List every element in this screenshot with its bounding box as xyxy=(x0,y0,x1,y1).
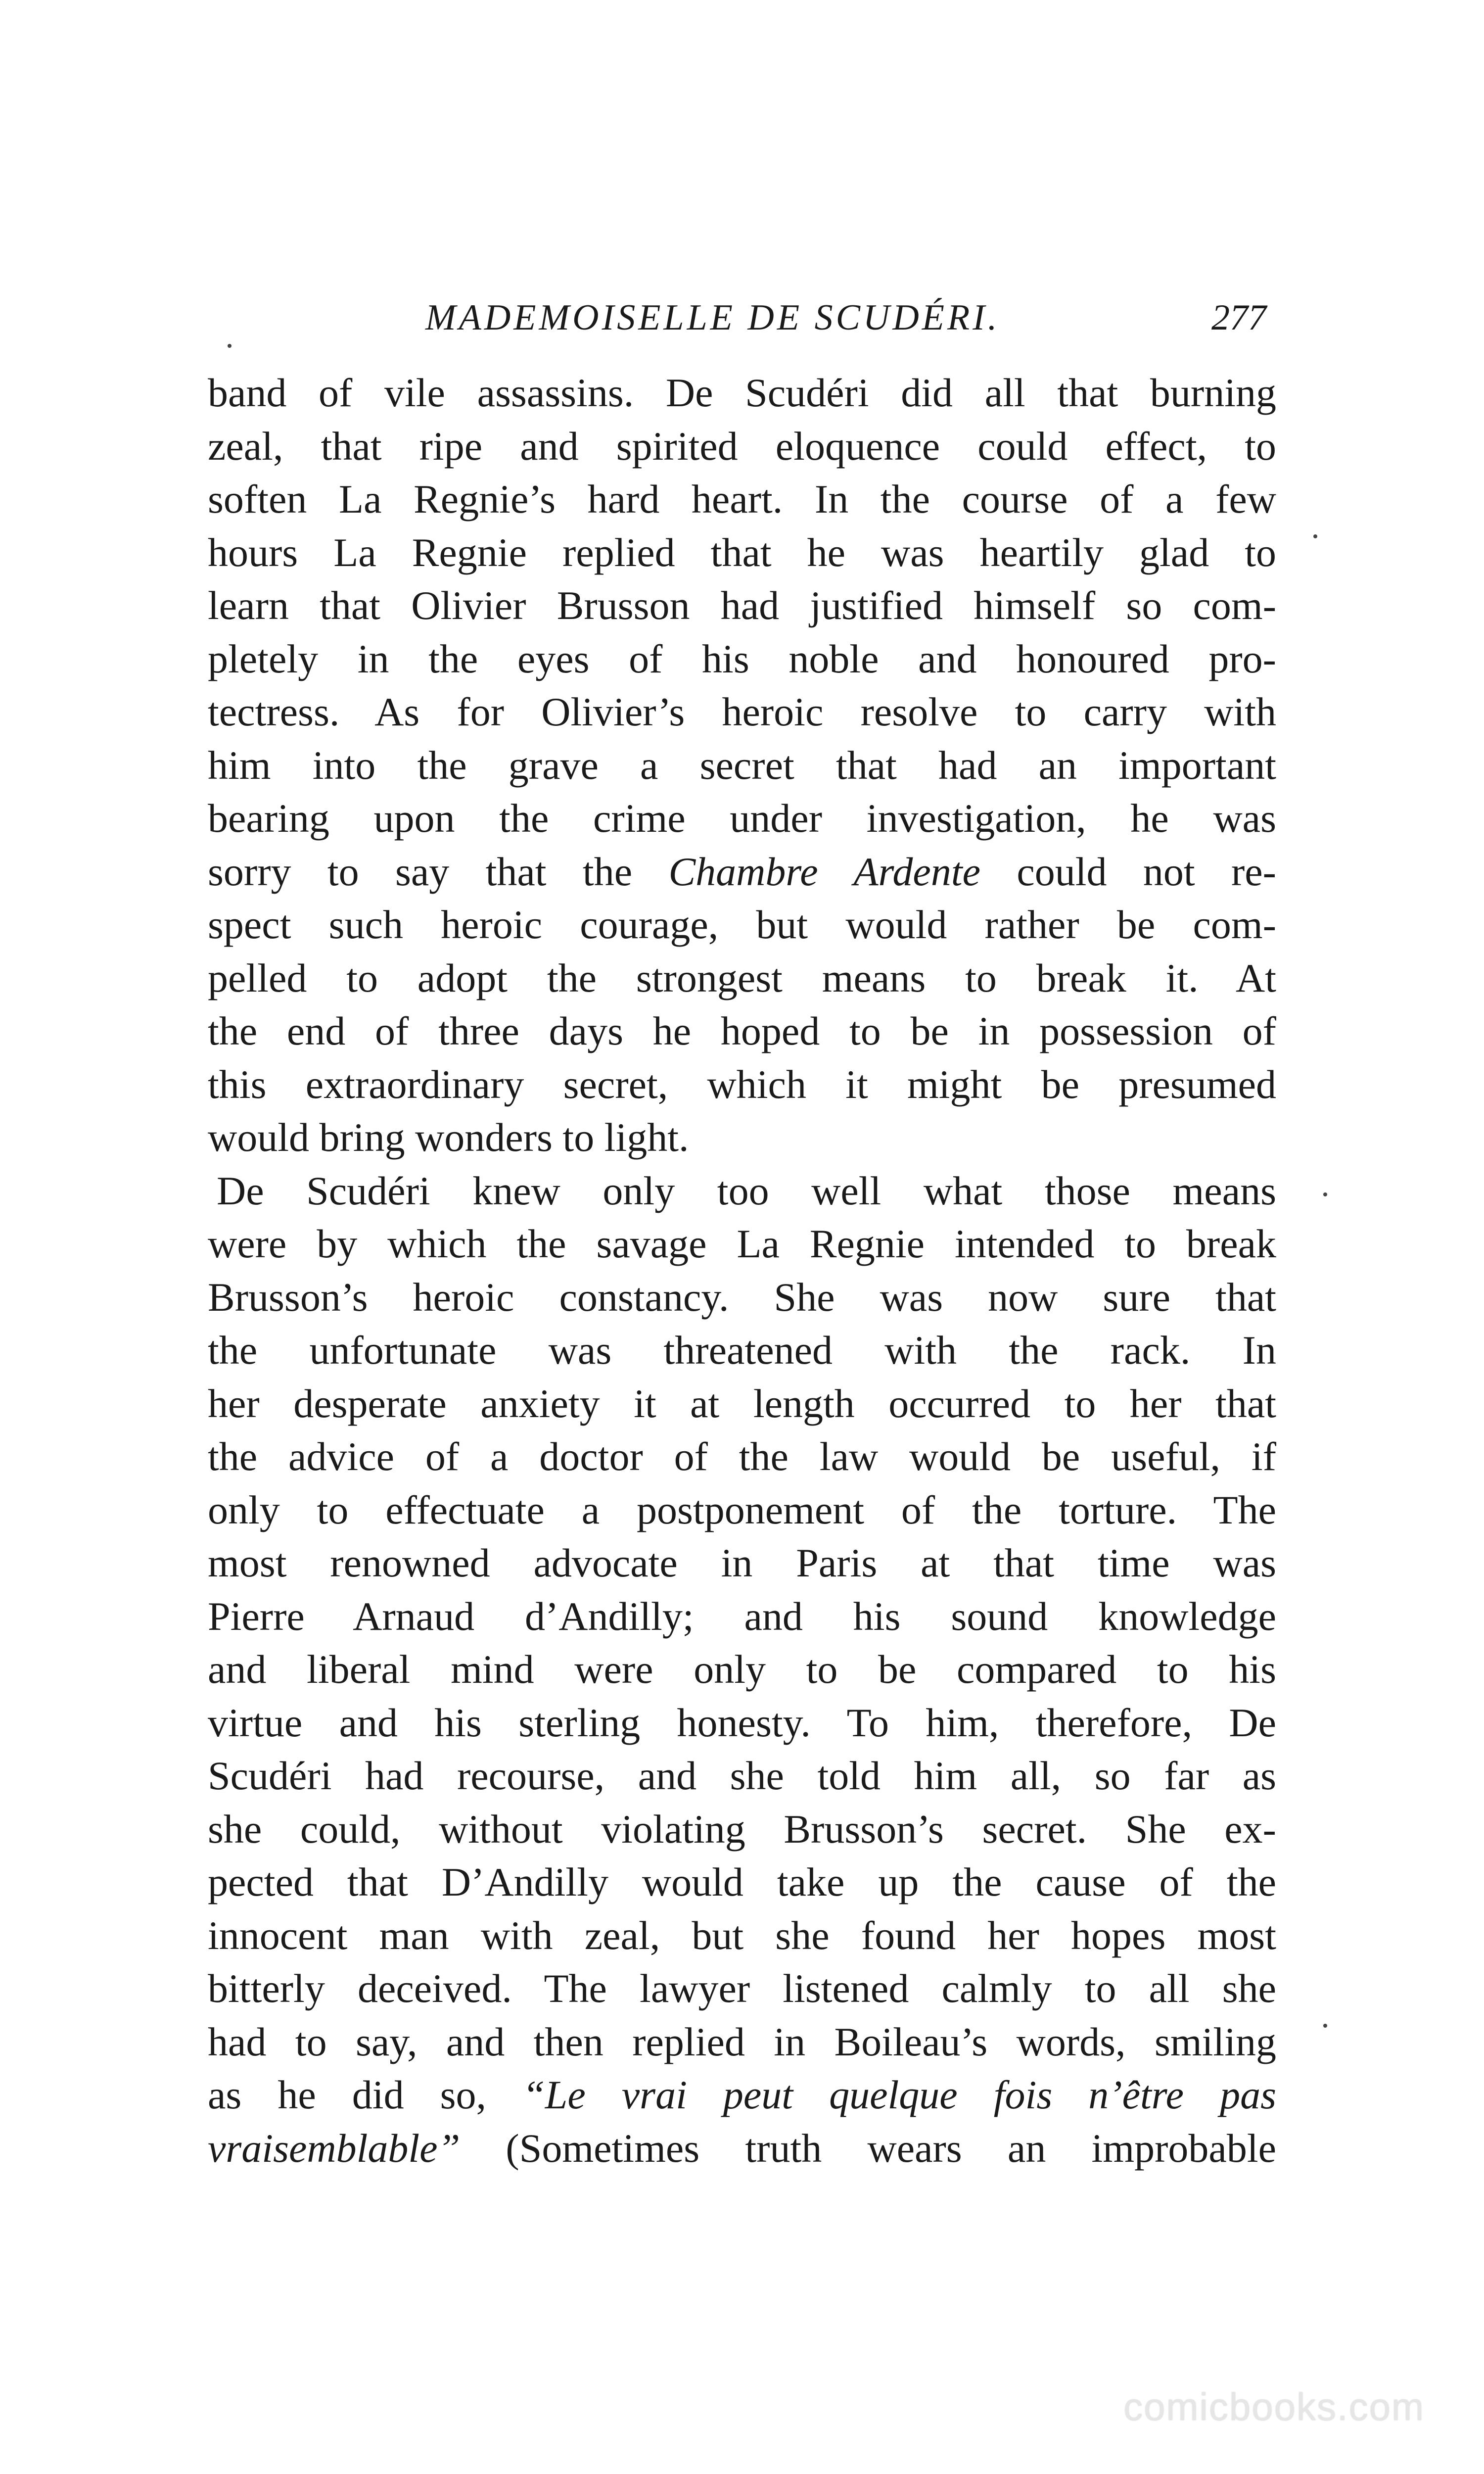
print-speck xyxy=(1313,534,1317,538)
text-line: innocent man with zeal, but she found her hopes most xyxy=(208,1912,1276,1958)
running-head xyxy=(208,297,1276,351)
text-line-mixed xyxy=(208,2122,1276,2175)
text-line: were by which the savage La Regnie intended to break xyxy=(208,1221,1276,1266)
text-line-mixed xyxy=(208,845,1276,899)
italic-phrase: Chambre Ardente xyxy=(668,849,980,894)
text-line: pected that D’Andilly would take up the cause of the xyxy=(208,1859,1276,1904)
text-line: would bring wonders to light. xyxy=(208,1115,689,1160)
text-line: the end of three days he hoped to be in possession of xyxy=(208,1008,1276,1053)
text-line: the unfortunate was threatened with the rack. In xyxy=(208,1328,1276,1373)
text-line: had to say, and then replied in Boileau’s words, smiling xyxy=(208,2019,1276,2064)
text-line: him into the grave a secret that had an important xyxy=(208,742,1276,788)
text-line: Scudéri had recourse, and she told him all, so far as xyxy=(208,1753,1276,1798)
paragraph-start-line: De Scudéri knew only too well what those means xyxy=(217,1168,1276,1213)
print-speck xyxy=(228,344,232,348)
text-run: as he did so, xyxy=(208,2072,523,2117)
text-line: only to effectuate a postponement of the torture. The xyxy=(208,1487,1276,1532)
text-line: hours La Regnie replied that he was heartily glad to xyxy=(208,529,1276,575)
text-line: band of vile assassins. De Scudéri did all that burning xyxy=(208,370,1276,415)
text-line: and liberal mind were only to be compared to his xyxy=(208,1647,1276,1692)
text-line: learn that Olivier Brusson had justified himself so com- xyxy=(208,583,1276,628)
italic-quote: vraisemblable” xyxy=(208,2125,461,2171)
text-line: she could, without violating Brusson’s secret. She ex- xyxy=(208,1806,1276,1852)
watermark: comicbooks.com xyxy=(1123,2385,1425,2428)
text-run: sorry to say that the xyxy=(208,849,669,894)
text-line: spect such heroic courage, but would rather be com- xyxy=(208,902,1276,947)
italic-quote: “Le vrai peut quelque fois n’être pas xyxy=(522,2072,1276,2117)
text-line: her desperate anxiety it at length occurred to her that xyxy=(208,1380,1276,1426)
text-line: soften La Regnie’s hard heart. In the course of a few xyxy=(208,476,1276,522)
text-line: Brusson’s heroic constancy. She was now sure that xyxy=(208,1274,1276,1320)
text-line: virtue and his sterling honesty. To him, therefore, De xyxy=(208,1700,1276,1745)
print-speck xyxy=(1323,2024,1327,2028)
text-line: zeal, that ripe and spirited eloquence could effect, to xyxy=(208,423,1276,469)
text-line: bitterly deceived. The lawyer listened calmly to all she xyxy=(208,1966,1276,2011)
print-speck xyxy=(1323,1192,1327,1196)
text-line: this extraordinary secret, which it might be presumed xyxy=(208,1061,1276,1107)
text-line: tectress. As for Olivier’s heroic resolve to carry with xyxy=(208,689,1276,734)
text-line: most renowned advocate in Paris at that time was xyxy=(208,1540,1276,1585)
text-line: Pierre Arnaud d’Andilly; and his sound knowledge xyxy=(208,1593,1276,1639)
text-run: (Sometimes truth wears an improbable xyxy=(460,2125,1276,2171)
text-line: pelled to adopt the strongest means to break it. At xyxy=(208,955,1276,1000)
page-number: 277 xyxy=(1211,297,1266,338)
text-line: the advice of a doctor of the law would be useful, if xyxy=(208,1434,1276,1479)
text-run: could not re- xyxy=(980,849,1276,894)
running-title: MADEMOISELLE DE SCUDÉRI. xyxy=(425,297,1000,338)
text-line-mixed xyxy=(208,2068,1276,2122)
text-line: pletely in the eyes of his noble and honoured pro- xyxy=(208,636,1276,681)
body-text xyxy=(208,366,1276,2175)
text-line: bearing upon the crime under investigation, he was xyxy=(208,796,1276,841)
